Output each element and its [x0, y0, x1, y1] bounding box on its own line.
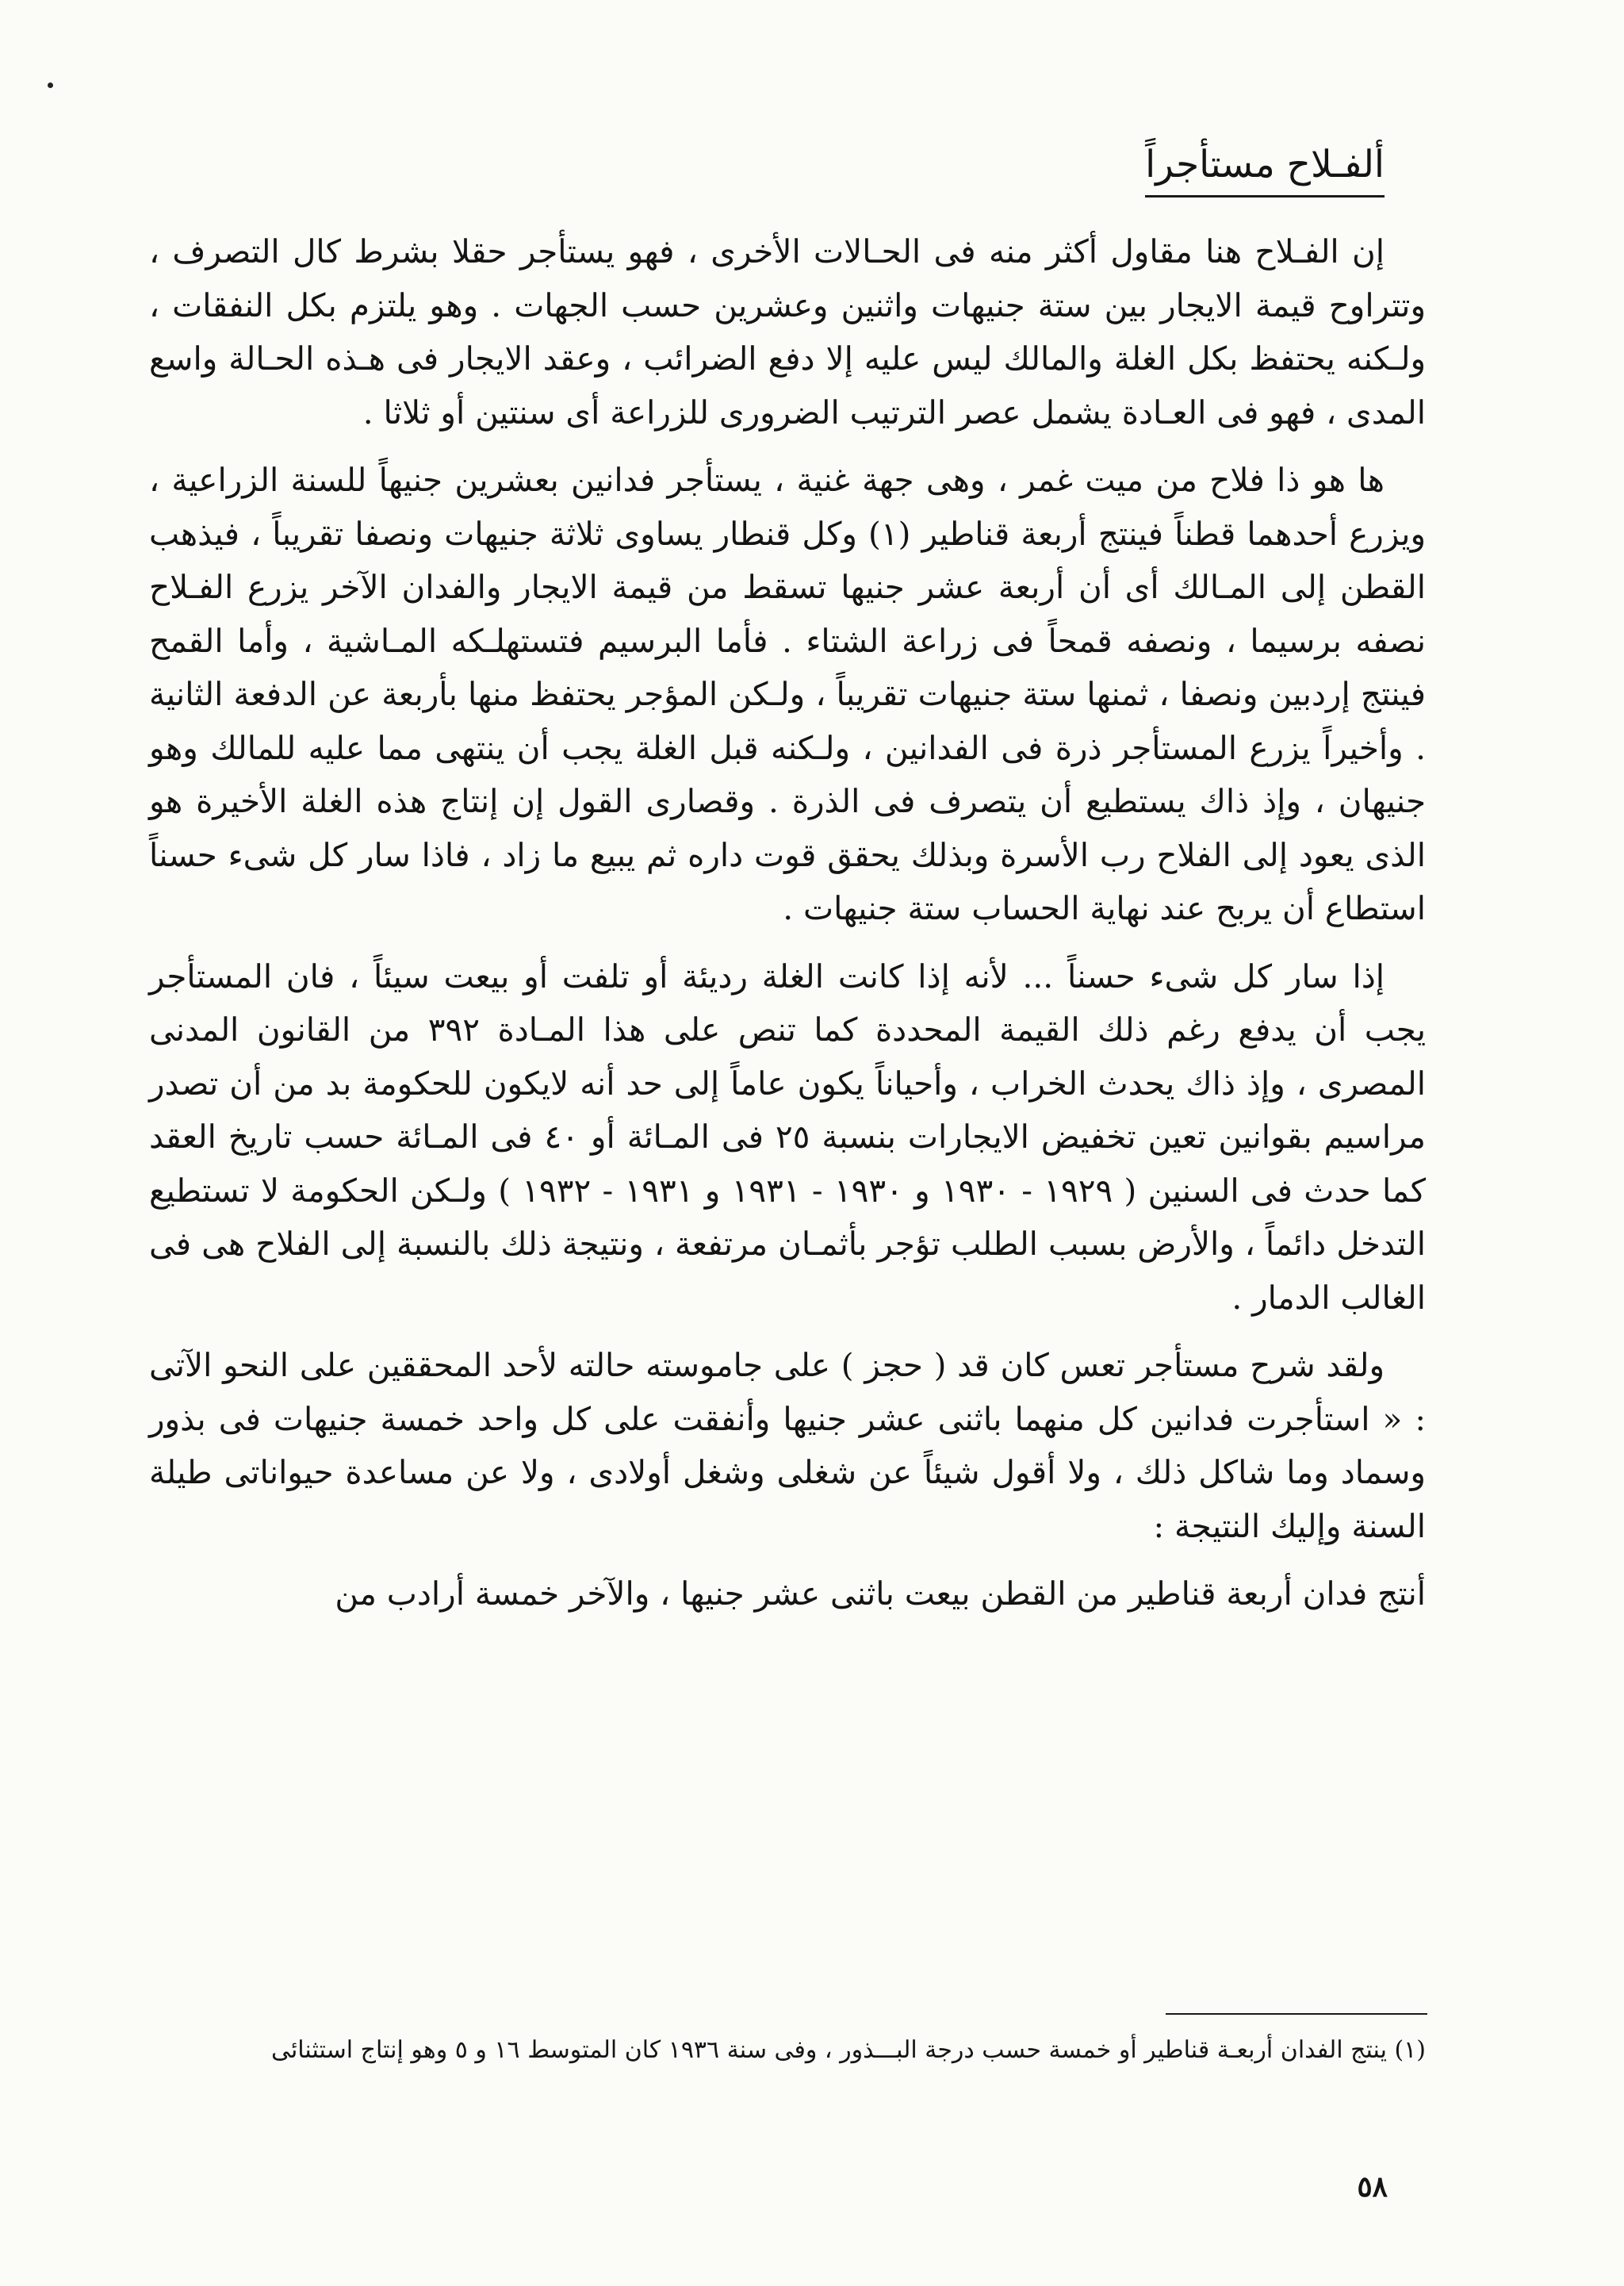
paragraph-2: ها هو ذا فلاح من ميت غمر ، وهى جهة غنية ، يستأجر فدانين بعشرين جنيهاً للسنة الزراعية ، ويزرع أحدهما قطناً فينتج أربعة قناطير (١) وكل قنطار يساوى ثلاثة جنيهات ونصفا تقريباً ، فيذهب القطن إلى المـالك أى أن أربعة عشر جنيها تسقط من قيمة الايجار والفدان الآخر يزرع الفـلاح نصفه برسيما ، ونصفه قمحاً فى زراعة الشتاء . فأما البرسيم فتستهلـكه المـاشية ، وأما القمح فينتج إردبين ونصفا ، ثمنها ستة جنيهات تقريباً ، ولـكن المؤجر يحتفظ منها بأربعة عن الدفعة الثانية . وأخيراً يزرع المستأجر ذرة فى الفدانين ، ولـكنه قبل الغلة يجب أن ينتهى مما عليه للمالك وهو جنيهان ، وإذ ذاك يستطيع أن يتصرف فى الذرة . وقصارى القول إن إنتاج هذه الغلة الأخيرة هو الذى يعود إلى الفلاح رب الأسرة وبذلك يحقق قوت داره ثم يبيع ما زاد ، فاذا سار كل شىء حسناً استطاع أن يربح عند نهاية الحساب ستة جنيهات .	[149, 461, 1426, 927]
paragraph-3: إذا سار كل شىء حسناً ... لأنه إذا كانت الغلة رديئة أو تلفت أو بيعت سيئاً ، فان المستأجر يجب أن يدفع رغم ذلك القيمة المحددة كما تنص على هذا المـادة ٣٩٢ من القانون المدنى المصرى ، وإذ ذاك يحدث الخراب ، وأحياناً يكون عاماً إلى حد أنه لايكون للحكومة بد من أن تصدر مراسيم بقوانين تعين تخفيض الايجارات بنسبة ٢٥ فى المـائة أو ٤٠ فى المـائة حسب تاريخ العقد كما حدث فى السنين ( ١٩٢٩ - ١٩٣٠ و ١٩٣٠ - ١٩٣١ و ١٩٣١ - ١٩٣٢ ) ولـكن الحكومة لا تستطيع التدخل دائماً ، والأرض بسبب الطلب تؤجر بأثمـان مرتفعة ، ونتيجة ذلك بالنسبة إلى الفلاح هى فى الغالب الدمار .	[149, 957, 1427, 1317]
paragraph-4: ولقد شرح مستأجر تعس كان قد ( حجز ) على جاموسته حالته لأحد المحققين على النحو الآتى : « استأجرت فدانين كل منهما باثنى عشر جنيها وأنفقت على كل واحد خمسة جنيهات فى بذور وسماد وما شاكل ذلك ، ولا أقول شيئاً عن شغلى وشغل أولادى ، ولا عن مساعدة حيواناتى طيلة السنة وإليك النتيجة :	[149, 1346, 1426, 1545]
footnote-divider	[1166, 2013, 1427, 2015]
paragraph-1: إن الفـلاح هنا مقاول أكثر منه فى الحـالات الأخرى ، فهو يستأجر حقلا بشرط كال التصرف ، وتتراوح قيمة الايجار بين ستة جنيهات واثنين وعشرين حسب الجهات . وهو يلتزم بكل النفقات ، ولـكنه يحتفظ بكل الغلة والمالك ليس عليه إلا دفع الضرائب ، وعقد الايجار فى هـذه الحـالة واسع المدى ، فهو فى العـادة يشمل عصر الترتيب الضرورى للزراعة أى سنتين أو ثلاثا .	[149, 232, 1426, 432]
footnote: (١) ينتج الفدان أربعـة قناطير أو خمسة حسب درجة البـــذور ، وفى سنة ١٩٣٦ كان المتوسط ١٦ و ٥ وهو إنتاج استثنائى	[270, 2036, 1426, 2064]
section-heading: ألفـلاح مستأجراً	[1145, 143, 1385, 198]
ink-speck	[48, 82, 53, 88]
page-number: ٥٨	[1357, 2170, 1388, 2204]
heading-container	[1145, 143, 1385, 198]
paragraph-5: أنتج فدان أربعة قناطير من القطن بيعت باثنى عشر جنيها ، والآخر خمسة أرادب من	[335, 1575, 1426, 1613]
body-text	[149, 225, 1426, 1636]
